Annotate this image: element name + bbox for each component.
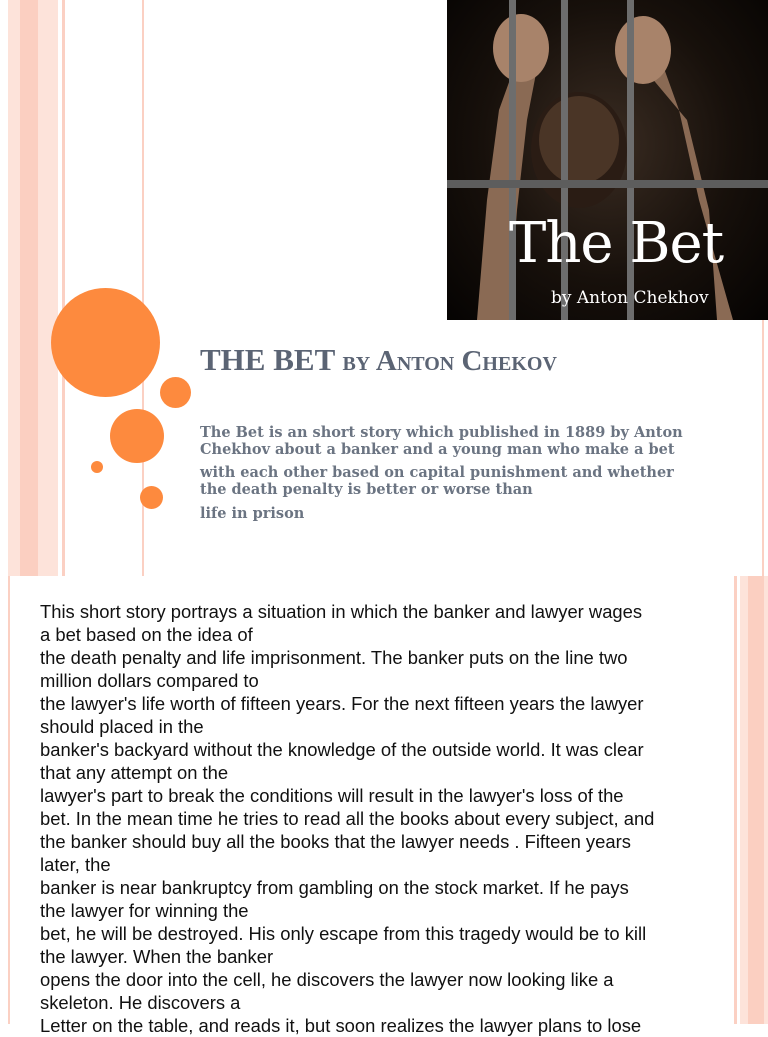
slide-title-subtitle: by Anton Chekov bbox=[342, 345, 557, 377]
body-line: a bet based on the idea of bbox=[40, 624, 253, 645]
slide-body-text bbox=[40, 600, 730, 1037]
body-line: the lawyer's life worth of fifteen years. For the next fifteen years the lawyer bbox=[40, 693, 644, 714]
body-line: bet, he will be destroyed. His only escape from this tragedy would be to kill bbox=[40, 923, 647, 944]
decor-circle-tiny bbox=[91, 461, 103, 473]
body-line: bet. In the mean time he tries to read all the books about every subject, and bbox=[40, 808, 655, 829]
left-stripe bbox=[8, 576, 10, 1024]
body-line: the banker should buy all the books that the lawyer needs . Fifteen years bbox=[40, 831, 631, 852]
decor-circle-small-right bbox=[160, 377, 191, 408]
decor-circle-large bbox=[51, 288, 160, 397]
body-line: Letter on the table, and reads it, but soon realizes the lawyer plans to lose bbox=[40, 1015, 642, 1036]
cover-author: by Anton Chekhov bbox=[551, 288, 709, 308]
left-stripe-inner bbox=[20, 0, 38, 576]
body-line: This short story portrays a situation in which the banker and lawyer wages bbox=[40, 601, 643, 622]
body-line: should placed in the bbox=[40, 716, 204, 737]
slide-description bbox=[200, 423, 730, 523]
description-line: Chekhov about a banker and a young man who make a bet bbox=[200, 441, 675, 458]
body-line: lawyer's part to break the conditions will result in the lawyer's loss of the bbox=[40, 785, 624, 806]
decor-circle-small-bottom bbox=[140, 486, 163, 509]
cover-title: The Bet bbox=[509, 211, 724, 276]
description-line: The Bet is an short story which published in 1889 by Anton bbox=[200, 424, 683, 441]
body-line: that any attempt on the bbox=[40, 762, 229, 783]
description-line: the death penalty is better or worse than bbox=[200, 481, 533, 498]
slide-2 bbox=[0, 576, 768, 1036]
body-line: banker is near bankruptcy from gambling on the stock market. If he pays bbox=[40, 877, 629, 898]
right-stripe-inner bbox=[748, 576, 764, 1024]
body-line: banker's backyard without the knowledge of the outside world. It was clear bbox=[40, 739, 644, 760]
body-line: million dollars compared to bbox=[40, 670, 259, 691]
book-cover-image bbox=[447, 0, 768, 320]
body-line: the lawyer. When the banker bbox=[40, 946, 274, 967]
description-line: with each other based on capital punishment and whether bbox=[200, 464, 674, 481]
slide-title bbox=[200, 342, 557, 378]
decor-circle-medium bbox=[110, 409, 164, 463]
body-line: the lawyer for winning the bbox=[40, 900, 249, 921]
body-line: the death penalty and life imprisonment. The banker puts on the line two bbox=[40, 647, 628, 668]
slide-title-main: THE BET bbox=[200, 342, 335, 377]
description-line: life in prison bbox=[200, 505, 305, 522]
body-line: skeleton. He discovers a bbox=[40, 992, 241, 1013]
body-line: later, the bbox=[40, 854, 111, 875]
left-stripe-line bbox=[62, 0, 65, 576]
right-stripe-line bbox=[734, 576, 737, 1024]
body-line: opens the door into the cell, he discovers the lawyer now looking like a bbox=[40, 969, 614, 990]
